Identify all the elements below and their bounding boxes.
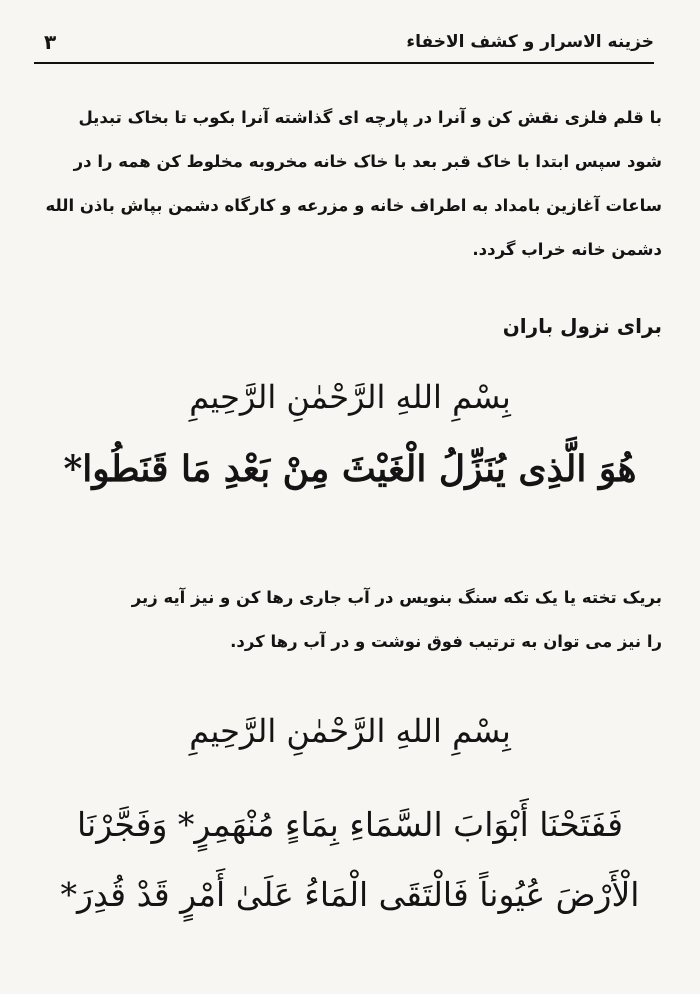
running-header xyxy=(34,28,654,58)
book-title: خزینه الاسرار و کشف الاخفاء xyxy=(406,32,654,52)
section-heading: برای نزول باران xyxy=(502,314,662,338)
verse-line: الْأَرْضَ عُيُوناً فَالْتَقَى الْمَاءُ عَلَىٰ أَمْرٍ قَدْ قُدِرَ* xyxy=(60,875,640,914)
page-number: ۳ xyxy=(44,30,57,54)
quran-verse-1: هُوَ الَّذِی يُنَزِّلُ الْغَيْثَ مِنْ بَعْدِ مَا قَنَطُوا* xyxy=(63,448,637,490)
instruction-paragraph-1 xyxy=(42,96,662,272)
instruction-paragraph-2 xyxy=(42,576,662,664)
quran-verse-2 xyxy=(40,790,660,930)
verse-line: فَفَتَحْنَا أَبْوَابَ السَّمَاءِ بِمَاءٍ مُنْهَمِرٍ* وَفَجَّرْنَا xyxy=(76,805,624,844)
header-divider xyxy=(34,62,654,64)
paragraph-line: ساعات آغازین بامداد به اطراف خانه و مزرعه و کارگاه دشمن بپاش باذن الله xyxy=(45,196,662,215)
paragraph-line: دشمن خانه خراب گردد. xyxy=(472,240,662,259)
paragraph-line: را نیز می توان به ترتیب فوق نوشت و در آب رها کرد. xyxy=(230,632,662,651)
basmala-1: بِسْمِ اللهِ الرَّحْمٰنِ الرَّحِيمِ xyxy=(189,378,511,416)
paragraph-line: با قلم فلزی نقش کن و آنرا در پارچه ای گذاشته آنرا بکوب تا بخاک تبدیل xyxy=(78,108,662,127)
paragraph-line: شود سپس ابتدا با خاک قبر بعد با خاک خانه مخروبه مخلوط کن همه را در xyxy=(73,152,662,171)
basmala-2: بِسْمِ اللهِ الرَّحْمٰنِ الرَّحِيمِ xyxy=(189,712,511,750)
paragraph-line: بریک تخته یا یک تکه سنگ بنویس در آب جاری رها کن و نیز آیه زیر xyxy=(131,588,662,607)
